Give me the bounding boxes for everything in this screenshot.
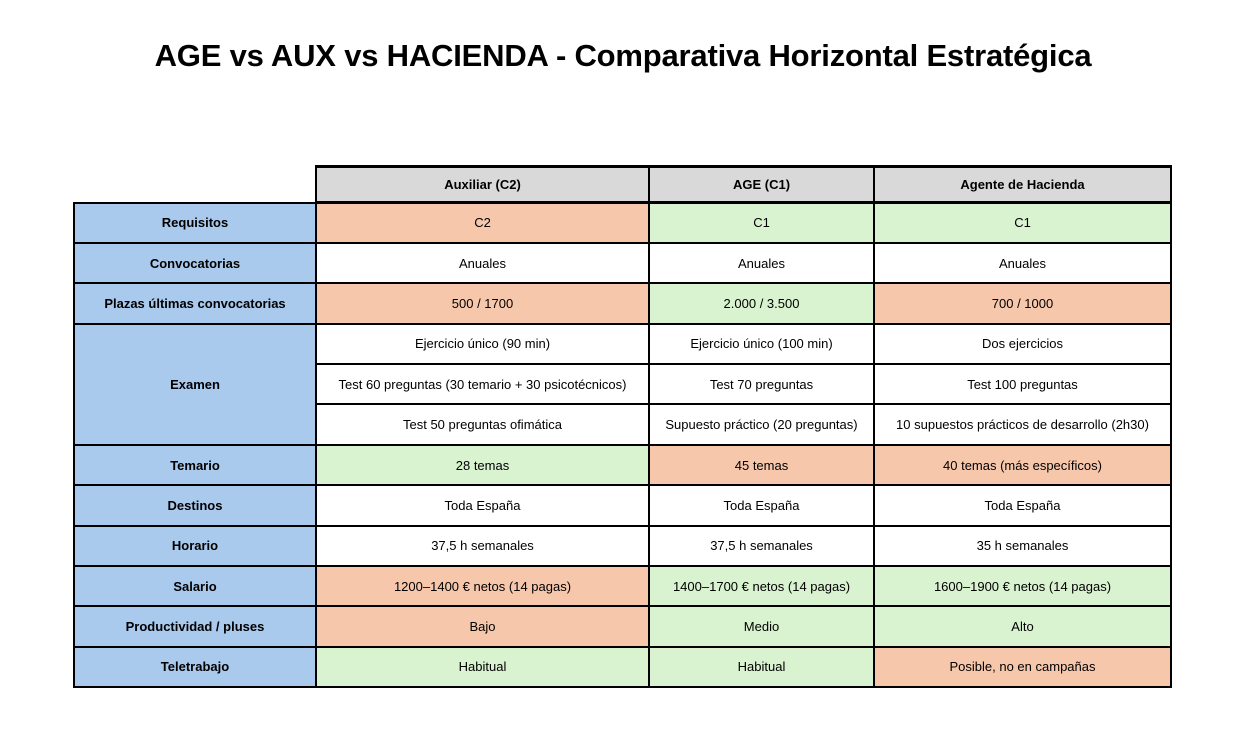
row-header-temario: Temario: [74, 445, 316, 485]
table-header-row: [74, 167, 1171, 203]
comparison-table: [73, 165, 1172, 688]
table-row-horario: [74, 526, 1171, 566]
table-row-convocatorias: [74, 243, 1171, 283]
table-cell: Bajo: [316, 606, 649, 646]
table-cell: 28 temas: [316, 445, 649, 485]
table-cell: 37,5 h semanales: [316, 526, 649, 566]
table-cell: Anuales: [316, 243, 649, 283]
row-header-productividad: Productividad / pluses: [74, 606, 316, 646]
table-cell: Anuales: [649, 243, 874, 283]
table-row-temario: [74, 445, 1171, 485]
table-row-salario: [74, 566, 1171, 606]
table-cell: Anuales: [874, 243, 1171, 283]
table-cell: Habitual: [316, 647, 649, 687]
table-cell: 1200–1400 € netos (14 pagas): [316, 566, 649, 606]
table-cell: Medio: [649, 606, 874, 646]
row-header-salario: Salario: [74, 566, 316, 606]
table-cell: 40 temas (más específicos): [874, 445, 1171, 485]
table-cell: Ejercicio único (100 min): [649, 324, 874, 364]
table-row-examen-1: [74, 324, 1171, 364]
row-header-requisitos: Requisitos: [74, 203, 316, 243]
row-header-horario: Horario: [74, 526, 316, 566]
page-title: AGE vs AUX vs HACIENDA - Comparativa Horizontal Estratégica: [154, 38, 1092, 73]
table-row-productividad: [74, 606, 1171, 646]
table-cell: Dos ejercicios: [874, 324, 1171, 364]
table-cell: 45 temas: [649, 445, 874, 485]
table-cell: Ejercicio único (90 min): [316, 324, 649, 364]
table-cell: C2: [316, 203, 649, 243]
row-header-examen: Examen: [74, 324, 316, 445]
table-row-requisitos: [74, 203, 1171, 243]
column-header-hacienda: Agente de Hacienda: [874, 167, 1171, 203]
table-cell: 1400–1700 € netos (14 pagas): [649, 566, 874, 606]
table-cell: Test 60 preguntas (30 temario + 30 psicotécnicos): [316, 364, 649, 404]
table-cell: Toda España: [316, 485, 649, 525]
table-cell: Habitual: [649, 647, 874, 687]
table-row-plazas: [74, 283, 1171, 323]
row-header-destinos: Destinos: [74, 485, 316, 525]
table-cell: Posible, no en campañas: [874, 647, 1171, 687]
table-cell: Toda España: [649, 485, 874, 525]
column-header-age: AGE (C1): [649, 167, 874, 203]
header-corner: [74, 167, 316, 203]
table-cell: Test 100 preguntas: [874, 364, 1171, 404]
table-row-teletrabajo: [74, 647, 1171, 687]
table-cell: Supuesto práctico (20 preguntas): [649, 404, 874, 444]
column-header-auxiliar: Auxiliar (C2): [316, 167, 649, 203]
table-cell: C1: [874, 203, 1171, 243]
table-cell: 1600–1900 € netos (14 pagas): [874, 566, 1171, 606]
row-header-plazas: Plazas últimas convocatorias: [74, 283, 316, 323]
table-cell: 37,5 h semanales: [649, 526, 874, 566]
row-header-teletrabajo: Teletrabajo: [74, 647, 316, 687]
table-cell: C1: [649, 203, 874, 243]
table-cell: 10 supuestos prácticos de desarrollo (2h30): [874, 404, 1171, 444]
table-cell: 35 h semanales: [874, 526, 1171, 566]
table-cell: Toda España: [874, 485, 1171, 525]
table-row-destinos: [74, 485, 1171, 525]
table-cell: 2.000 / 3.500: [649, 283, 874, 323]
table-cell: Alto: [874, 606, 1171, 646]
table-cell: 700 / 1000: [874, 283, 1171, 323]
table-cell: Test 70 preguntas: [649, 364, 874, 404]
table-cell: Test 50 preguntas ofimática: [316, 404, 649, 444]
table-cell: 500 / 1700: [316, 283, 649, 323]
row-header-convocatorias: Convocatorias: [74, 243, 316, 283]
